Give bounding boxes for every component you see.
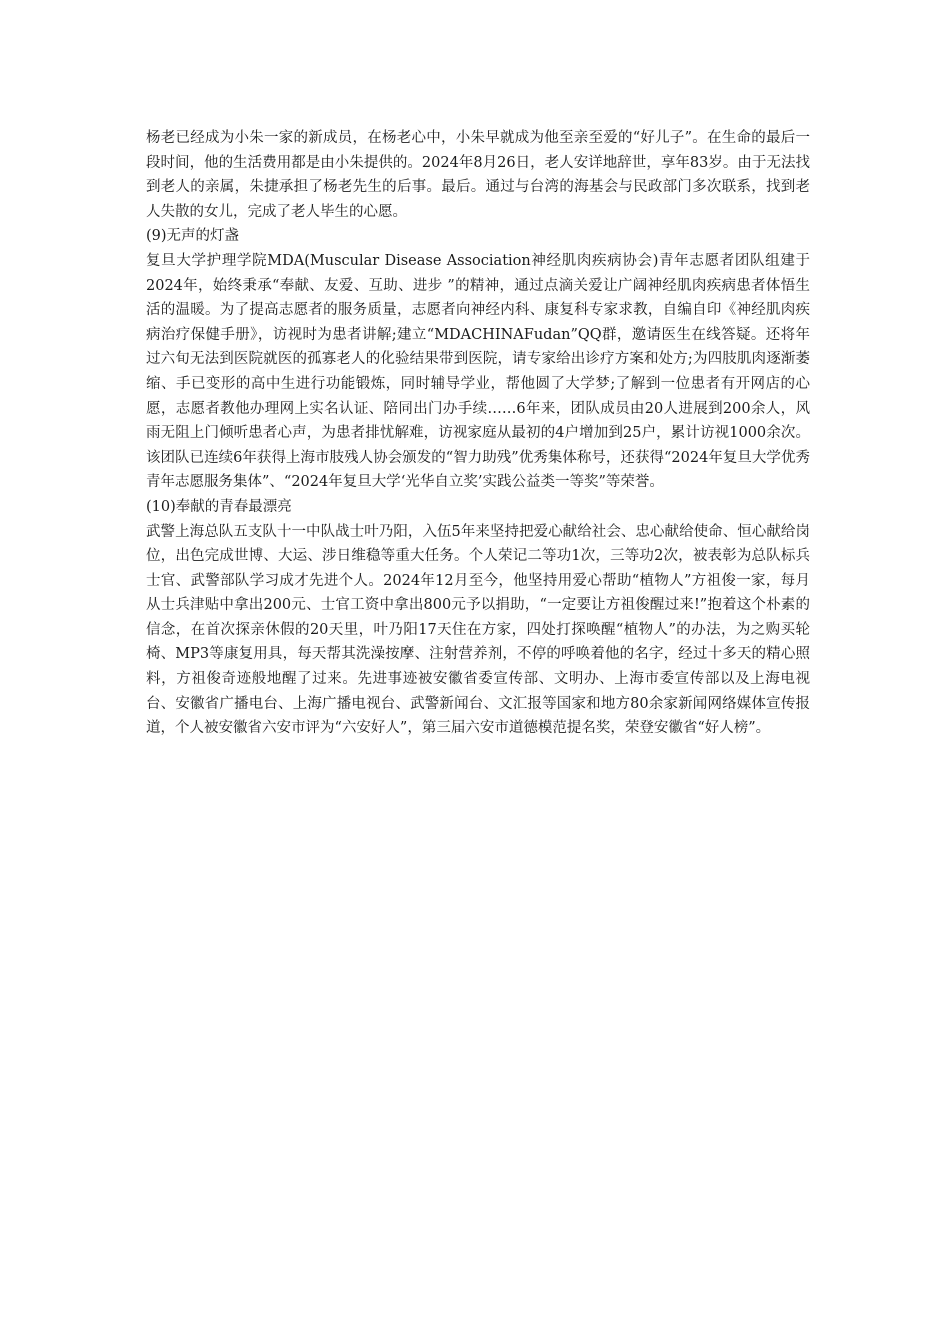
section-9-paragraph: 复旦大学护理学院MDA(Muscular Disease Association神经肌肉疾病协会)青年志愿者团队组建于2024年，始终秉承“奉献、友爱、互助、进步 ”的精神，通过点滴关爱让广阔神经肌肉疾病患者体悟生活的温暖。为了提高志愿者的服务质量，志愿者向神经内科、康复科专家求教，自编自印《神经肌肉疾病治疗保健手册》，访视时为患者讲解;建立“MDACHINAFudan”QQ群，邀请医生在线答疑。还将年过六旬无法到医院就医的孤寡老人的化验结果带到医院，请专家给出诊疗方案和处方;为四肢肌肉逐渐萎缩、手已变形的高中生进行功能锻炼，同时辅导学业，帮他圆了大学梦;了解到一位患者有开网店的心愿，志愿者教他办理网上实名认证、陪同出门办手续……6年来，团队成员由20人进展到200余人，风雨无阻上门倾听患者心声，为患者排忧解难，访视家庭从最初的4户增加到25户，累计访视1000余次。该团队已连续6年获得上海市肢残人协会颁发的“智力助残”优秀集体称号，还获得“2024年复旦大学优秀青年志愿服务集体”、“2024年复旦大学‘光华自立奖’实践公益类一等奖”等荣誉。: [146, 252, 810, 491]
intro-paragraph: 杨老已经成为小朱一家的新成员，在杨老心中，小朱早就成为他至亲至爱的“好儿子”。在生命的最后一段时间，他的生活费用都是由小朱提供的。2024年8月26日，老人安详地辞世，享年83岁。由于无法找到老人的亲属，朱捷承担了杨老先生的后事。最后。通过与台湾的海基会与民政部门多次联系，找到老人失散的女儿，完成了老人毕生的心愿。: [146, 130, 810, 220]
section-10-heading: (10)奉献的青春最漂亮: [146, 498, 292, 515]
document-body: [146, 126, 810, 741]
section-9-heading: (9)无声的灯盏: [146, 228, 240, 245]
section-10-paragraph: 武警上海总队五支队十一中队战士叶乃阳，入伍5年来坚持把爱心献给社会、忠心献给使命、恒心献给岗位，出色完成世博、大运、涉日维稳等重大任务。个人荣记二等功1次，三等功2次，被表彰为总队标兵士官、武警部队学习成才先进个人。2024年12月至今，他坚持用爱心帮助“植物人”方祖俊一家，每月从士兵津贴中拿出200元、士官工资中拿出800元予以捐助，“一定要让方祖俊醒过来!”抱着这个朴素的信念，在首次探亲休假的20天里，叶乃阳17天住在方家，四处打探唤醒“植物人”的办法，为之购买轮椅、MP3等康复用具，每天帮其洗澡按摩、注射营养剂，不停的呼唤着他的名字，经过十多天的精心照料，方祖俊奇迹般地醒了过来。先进事迹被安徽省委宣传部、文明办、上海市委宣传部以及上海电视台、安徽省广播电台、上海广播电视台、武警新闻台、文汇报等国家和地方80余家新闻网络媒体宣传报道，个人被安徽省六安市评为“六安好人”，第三届六安市道德模范提名奖，荣登安徽省“好人榜”。: [146, 523, 810, 737]
